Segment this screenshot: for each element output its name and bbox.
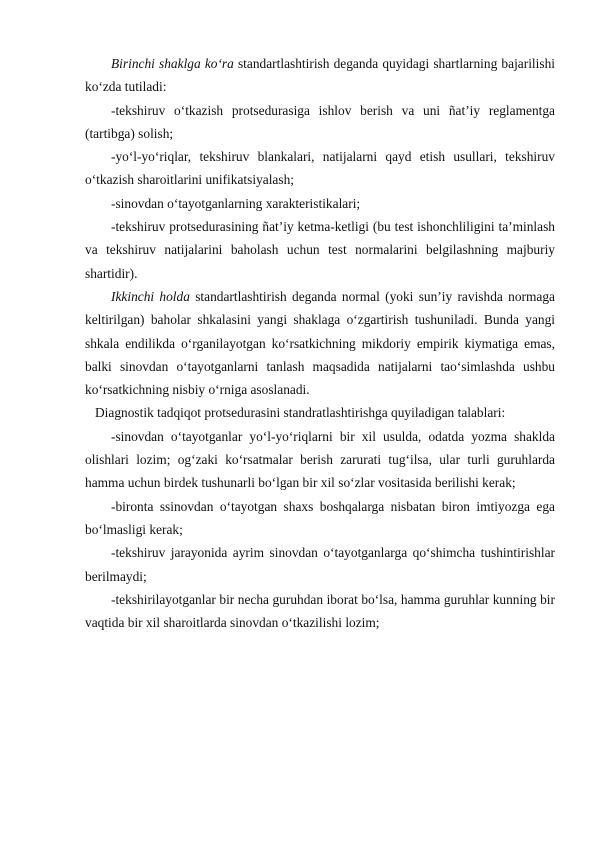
paragraph-9: -bironta ssinovdan o‘tayotgan shaxs boshqalarga nisbatan biron imtiyozga ega bo‘lmasligi kerak;	[85, 498, 555, 537]
paragraph-7: Diagnostik tadqiqot protsedurasini standratlashtirishga quyiladigan talablari:	[95, 405, 506, 421]
paragraph-8: -sinovdan o‘tayotganlar yo‘l-yo‘riqlarni bir xil usulda, odatda yozma shaklda olishlari lozim; og‘zaki ko‘rsatmalar berish zarurati tug‘ilsa, ular turli guruhlarda hamma uchun birdek tushunarli bo‘lgan bir xil so‘zlar vositasida berilishi kerak;	[85, 428, 555, 491]
paragraph-6-text: standartlashtirish deganda normal (yoki sun’iy ravishda normaga keltirilgan) baholar shkalasini yangi shaklaga o‘zgartirish tushuniladi. Bunda yangi shkala endilikda o‘rganilayotgan ko‘rsatkichning mikdoriy empirik kiymatiga emas, balki sinovdan o‘tayotganlarni tanlash maqsadida natijalarni tao‘simlashda ushbu ko‘rsatkichning nisbiy o‘rniga asoslanadi.	[85, 288, 555, 398]
paragraph-6	[85, 285, 555, 401]
paragraph-1-italic-lead: Birinchi shaklga ko‘ra	[111, 56, 234, 71]
paragraph-10: -tekshiruv jarayonida ayrim sinovdan o‘tayotganlarga qo‘shimcha tushintirishlar berilmaydi;	[85, 545, 555, 584]
document-page	[85, 52, 555, 634]
paragraph-1-text: standartlashtirish deganda quyidagi shartlarning bajarilishi ko‘zda tutiladi:	[85, 56, 555, 95]
paragraph-11: -tekshirilayotganlar bir necha guruhdan iborat bo‘lsa, hamma guruhlar kunning bir vaqtida bir xil sharoitlarda sinovdan o‘tkazilishi lozim;	[85, 591, 555, 631]
paragraph-1	[85, 52, 555, 99]
paragraph-2: -tekshiruv o‘tkazish protsedurasiga ishlov berish va uni ñat’iy reglamentga (tartibga) solish;	[85, 102, 555, 141]
paragraph-4: -sinovdan o‘tayotganlarning xarakteristikalari;	[111, 195, 361, 211]
paragraph-6-italic-lead: Ikkinchi holda	[111, 288, 190, 304]
paragraph-5: -tekshiruv protsedurasining ñat’iy ketma-ketligi (bu test ishonchliligini ta’minlash va tekshiruv natijalarini baholash uchun test normalarini belgilashning majburiy shartidir).	[85, 219, 555, 281]
paragraph-3: -yo‘l-yo‘riqlar, tekshiruv blankalari, natijalarni qayd etish usullari, tekshiruv o‘tkazish sharoitlarini unifikatsiyalash;	[85, 149, 555, 188]
